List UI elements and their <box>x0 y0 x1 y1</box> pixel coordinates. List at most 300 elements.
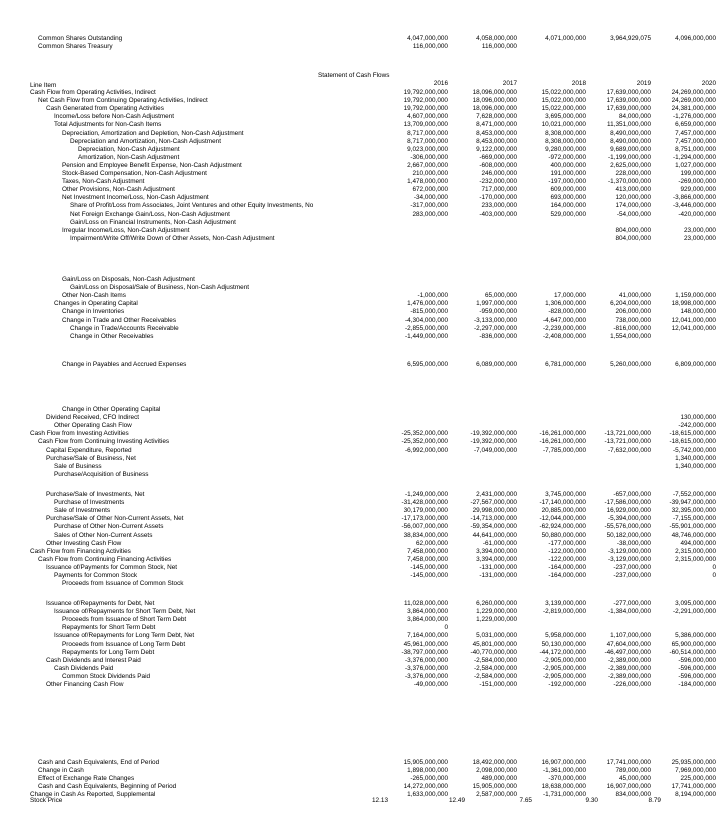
value-2017: 65,000,000 <box>485 292 517 300</box>
row-label: Income/Loss before Non-Cash Adjustment <box>54 113 175 121</box>
value-2019: -38,000,000 <box>616 539 651 547</box>
value-2019: -1,199,000,000 <box>608 153 651 161</box>
row-label: Depreciation, Non-Cash Adjustment <box>78 145 180 153</box>
row-label: Sale of Business <box>54 462 102 470</box>
value-2016: 1,633,000,000 <box>407 791 448 799</box>
value-2018: 8,308,000,000 <box>545 129 586 137</box>
value-2017: 18,096,000,000 <box>472 97 517 105</box>
value-2018: -164,000,000 <box>548 572 586 579</box>
value-2020: 8,751,000,000 <box>675 145 716 153</box>
value-2019: 738,000,000 <box>615 316 651 324</box>
value-2016: -1,249,000,000 <box>405 491 448 498</box>
value-2020: 12,041,000,000 <box>671 316 716 324</box>
value-2020: -596,000,000 <box>678 672 716 680</box>
value-2018: -828,000,000 <box>548 308 586 316</box>
value-2020: -184,000,000 <box>678 681 716 688</box>
value-2016: -56,007,000,000 <box>401 523 448 531</box>
value-2019: -2,389,000,000 <box>608 656 651 664</box>
value-2016: 210,000,000 <box>412 170 448 177</box>
value-2016: 13,709,000,000 <box>403 121 448 129</box>
value-2017: 116,000,000 <box>481 43 517 50</box>
row-label: Change in Trade and Other Receivables <box>62 316 177 324</box>
value-2016: -306,000,000 <box>410 153 448 161</box>
value-2016: 3,864,000,000 <box>407 608 448 616</box>
row-impairment-write-off-write-down-of-other-assets-non-cash-adjustment <box>0 234 716 244</box>
value-2017: 8,453,000,000 <box>476 137 517 145</box>
value-2020: -60,514,000,000 <box>669 648 716 656</box>
row-label: Proceeds from Issuance of Short Term Debt <box>62 616 187 624</box>
value-2017: -7,049,000,000 <box>474 446 517 454</box>
value-2019: -1,384,000,000 <box>608 608 651 616</box>
value-2018: -12,044,000,000 <box>539 515 586 523</box>
value-2016: 116,000,000 <box>412 43 448 50</box>
value-2017: -2,584,000,000 <box>474 672 517 680</box>
value-2017: 5,031,000,000 <box>476 632 517 640</box>
value-2017: 1,229,000,000 <box>476 608 517 616</box>
value-2018: 18,638,000,000 <box>541 783 586 791</box>
value-2016: -3,376,000,000 <box>405 672 448 680</box>
value-2018: 400,000,000 <box>550 161 586 169</box>
value-2020: 17,741,000,000 <box>671 783 716 791</box>
value-2020: 0 <box>712 563 716 571</box>
value-2017: 18,096,000,000 <box>472 89 517 96</box>
value-2016: -317,000,000 <box>410 202 448 210</box>
row-label: Capital Expenditure, Reported <box>46 446 132 454</box>
value-2017: -2,584,000,000 <box>474 664 517 672</box>
value-2016: -34,000,000 <box>413 194 448 202</box>
value-2016: -815,000,000 <box>410 308 448 316</box>
row-label: Changes in Operating Capital <box>54 300 138 308</box>
value-2018: -16,261,000,000 <box>539 438 586 446</box>
value-2020: -2,291,000,000 <box>673 608 716 616</box>
value-2019: 41,000,000 <box>619 292 651 300</box>
value-2018: 529,000,000 <box>550 210 586 218</box>
value-2017: -3,133,000,000 <box>474 316 517 324</box>
value-2019: 6,204,000,000 <box>610 300 651 308</box>
row-label: Common Shares Outstanding <box>38 35 123 42</box>
value-2016: 8,717,000,000 <box>407 129 448 137</box>
value-2016: 1,898,000,000 <box>407 767 448 775</box>
value-2018: 4,071,000,000 <box>545 35 586 42</box>
value-2020: -242,000,000 <box>678 422 716 430</box>
row-label: Common Shares Treasury <box>38 43 113 50</box>
value-2019: 834,000,000 <box>615 791 651 799</box>
value-2019: 17,639,000,000 <box>606 97 651 105</box>
value-2019: 2,625,000,000 <box>610 161 651 169</box>
value-2020: -596,000,000 <box>678 656 716 664</box>
value-2020: -7,155,000,000 <box>673 515 716 523</box>
row-label: Net Foreign Exchange Gain/Loss, Non-Cash Adjustment <box>70 210 230 218</box>
row-label: Other Non-Cash Items <box>62 292 126 300</box>
value-2016: -25,352,000,000 <box>401 430 448 438</box>
value-2018: -2,239,000,000 <box>543 324 586 332</box>
value-2019: 45,000,000 <box>619 775 651 783</box>
row-label: Depreciation and Amortization, Non-Cash Adjustment <box>70 137 221 145</box>
value-2020: 6,659,000,000 <box>675 121 716 129</box>
value-2018: 191,000,000 <box>550 170 586 177</box>
value-2019: -54,000,000 <box>616 210 651 218</box>
value-2017: -959,000,000 <box>479 308 517 316</box>
value-2018: -122,000,000 <box>548 555 586 563</box>
value-2016: -265,000,000 <box>410 775 448 783</box>
row-label: Proceeds from Issuance of Long Term Debt <box>62 640 186 648</box>
value-2018: 15,022,000,000 <box>541 89 586 96</box>
row-label: Change in Other Operating Capital <box>62 406 161 413</box>
row-label: Purchase/Sale of Business, Net <box>46 454 136 462</box>
row-label: Irregular Income/Loss, Non-Cash Adjustment <box>62 226 190 234</box>
value-2018: 10,021,000,000 <box>541 121 586 129</box>
value-2019: 16,929,000,000 <box>606 507 651 515</box>
value-2019: -13,721,000,000 <box>604 438 651 446</box>
row-label: Payments for Common Stock <box>54 572 138 579</box>
row-label: Change in Trade/Accounts Receivable <box>70 324 179 332</box>
value-2017: 717,000,000 <box>481 186 517 194</box>
value-2018: -2,905,000,000 <box>543 656 586 664</box>
value-2018: -122,000,000 <box>548 547 586 555</box>
value-2020: 148,000,000 <box>680 308 716 316</box>
value-2020: 7,969,000,000 <box>675 767 716 775</box>
value-2018: -370,000,000 <box>548 775 586 783</box>
value-2016: -2,855,000,000 <box>405 324 448 332</box>
value-2016: 15,905,000,000 <box>403 759 448 766</box>
row-label: Other Investing Cash Flow <box>46 539 122 547</box>
value-2019: 84,000,000 <box>619 113 651 121</box>
value-2016: 2,667,000,000 <box>407 161 448 169</box>
value-2016: -3,376,000,000 <box>405 656 448 664</box>
value-2018: -2,819,000,000 <box>543 608 586 616</box>
row-label: Gain/Loss on Disposal/Sale of Business, Non-Cash Adjustment <box>70 284 250 292</box>
value-2017: -403,000,000 <box>479 210 517 218</box>
value-2017: -669,000,000 <box>479 153 517 161</box>
row-label: Issuance of/Payments for Common Stock, Net <box>46 563 178 571</box>
value-2018: -16,261,000,000 <box>539 430 586 438</box>
value-2020: 1,159,000,000 <box>675 292 716 300</box>
row-change-in-other-receivables <box>0 334 702 342</box>
row-label: Change in Inventories <box>62 308 125 316</box>
value-2020: -596,000,000 <box>678 664 716 672</box>
value-2020: 12,041,000,000 <box>671 324 716 332</box>
value-2018: 5,958,000,000 <box>545 632 586 640</box>
value-2016: 3,864,000,000 <box>407 616 448 624</box>
row-label: Other Financing Cash Flow <box>46 681 124 688</box>
row-label: Amortization, Non-Cash Adjustment <box>78 153 180 161</box>
value-2016: 9,023,000,000 <box>407 145 448 153</box>
value-2019: -55,576,000,000 <box>604 523 651 531</box>
value-2016: -4,304,000,000 <box>405 316 448 324</box>
value-2018: 3,139,000,000 <box>545 600 586 607</box>
value-2020: -269,000,000 <box>678 178 716 186</box>
value-2018: 9,280,000,000 <box>545 145 586 153</box>
row-label: Sales of Other Non-Current Assets <box>54 531 153 539</box>
row-label: Issuance of/Repayments for Long Term Debt, Net <box>54 632 195 640</box>
value-2016: 62,000,000 <box>416 539 448 547</box>
value-2020: 0 <box>712 572 716 579</box>
value-2020: -39,947,000,000 <box>669 499 716 507</box>
row-label: Gain/Loss on Disposals, Non-Cash Adjustment <box>62 276 195 283</box>
row-label: Cash Flow from Financing Activities <box>30 547 131 555</box>
value-2016: -38,797,000,000 <box>401 648 448 656</box>
value-2020: 6,809,000,000 <box>675 361 716 368</box>
row-label: Cash Flow from Operating Activities, Indirect <box>30 89 156 96</box>
value-2019: 17,639,000,000 <box>606 89 651 96</box>
value-2016: 1,476,000,000 <box>407 300 448 308</box>
value-2018: 17,000,000 <box>554 292 586 300</box>
stock-price-label: Stock Price <box>30 797 63 804</box>
row-cash-and-cash-equivalents-end-of-period <box>0 759 716 768</box>
value-2018: -17,140,000,000 <box>539 499 586 507</box>
value-2016: -1,449,000,000 <box>405 332 448 340</box>
value-2020: 23,000,000 <box>684 234 716 242</box>
value-2019: 804,000,000 <box>615 234 651 242</box>
value-2017: 6,260,000,000 <box>476 600 517 607</box>
value-2018: 6,781,000,000 <box>545 361 586 368</box>
value-2017: 489,000,000 <box>481 775 517 783</box>
value-2016: -145,000,000 <box>410 563 448 571</box>
row-label: Issuance of/Repayments for Short Term Debt, Net <box>54 608 196 616</box>
value-2019: -237,000,000 <box>613 563 651 571</box>
value-2019: -816,000,000 <box>613 324 651 332</box>
value-2017: -170,000,000 <box>479 194 517 202</box>
value-2017: -27,567,000,000 <box>470 499 517 507</box>
value-2018: -2,408,000,000 <box>543 332 586 340</box>
value-2016: 45,961,000,000 <box>403 640 448 648</box>
value-2017: 18,492,000,000 <box>472 759 517 766</box>
value-2019: -13,721,000,000 <box>604 430 651 438</box>
row-label: Total Adjustments for Non-Cash Items <box>54 121 162 129</box>
row-label: Purchase/Sale of Investments, Net <box>46 491 145 498</box>
row-label: Cash Dividends Paid <box>54 664 114 672</box>
value-2018: 1,306,000,000 <box>545 300 586 308</box>
value-2020: 1,340,000,000 <box>675 454 716 462</box>
value-2016: 19,792,000,000 <box>403 97 448 105</box>
value-2019: 1,554,000,000 <box>610 332 651 340</box>
value-2020: -3,866,000,000 <box>673 194 716 202</box>
row-label: Change in Cash <box>38 767 84 775</box>
value-2017: 3,394,000,000 <box>476 555 517 563</box>
value-2017: -836,000,000 <box>479 332 517 340</box>
row-common-shares-treasury <box>0 44 702 52</box>
value-2018: 693,000,000 <box>550 194 586 202</box>
value-2020: -18,615,000,000 <box>669 438 716 446</box>
value-2017: -2,297,000,000 <box>474 324 517 332</box>
value-2016: 0 <box>444 624 448 632</box>
value-2018: -7,785,000,000 <box>543 446 586 454</box>
value-2020: 2,315,000,000 <box>675 555 716 563</box>
row-label: Purchase/Sale of Other Non-Current Assets, Net <box>46 515 184 523</box>
value-2016: 7,458,000,000 <box>407 555 448 563</box>
value-2018: -972,000,000 <box>548 153 586 161</box>
value-2016: -1,000,000 <box>417 292 448 300</box>
value-2016: 19,792,000,000 <box>403 89 448 96</box>
value-2017: -131,000,000 <box>479 572 517 579</box>
value-2019: -7,632,000,000 <box>608 446 651 454</box>
value-2020: 7,457,000,000 <box>675 137 716 145</box>
row-label: Taxes, Non-Cash Adjustment <box>62 178 145 186</box>
value-2020: 32,395,000,000 <box>671 507 716 515</box>
row-change-in-payables-and-accrued-expenses <box>0 361 716 370</box>
value-2020: 929,000,000 <box>680 186 716 194</box>
value-2019: -2,389,000,000 <box>608 672 651 680</box>
row-label: Repayments for Long Term Debt <box>62 648 155 656</box>
row-label: Depreciation, Amortization and Depletion, Non-Cash Adjustment <box>62 129 244 137</box>
value-2017: 15,905,000,000 <box>472 783 517 791</box>
row-purchase-sale-of-business-net <box>0 454 716 464</box>
value-2018: 15,022,000,000 <box>541 97 586 105</box>
value-2020: 5,386,000,000 <box>675 632 716 640</box>
value-2017: -2,584,000,000 <box>474 656 517 664</box>
value-2018: -1,731,000,000 <box>543 791 586 799</box>
value-2019: 17,741,000,000 <box>606 759 651 766</box>
value-2020: -5,742,000,000 <box>673 446 716 454</box>
value-2020: 48,746,000,000 <box>671 531 716 539</box>
value-2018: -177,000,000 <box>548 539 586 547</box>
value-2017: -131,000,000 <box>479 563 517 571</box>
row-label: Pension and Employee Benefit Expense, Non-Cash Adjustment <box>62 161 242 169</box>
row-label: Sale of Investments <box>54 507 111 515</box>
row-label: Dividend Received, CFO Indirect <box>46 414 140 422</box>
value-2019: 413,000,000 <box>615 186 651 194</box>
value-2016: 7,164,000,000 <box>407 632 448 640</box>
value-2020: 2,315,000,000 <box>675 547 716 555</box>
value-2020: 225,000,000 <box>680 775 716 783</box>
value-2019: 1,107,000,000 <box>610 632 651 640</box>
value-2017: -608,000,000 <box>479 161 517 169</box>
value-2018: -44,172,000,000 <box>539 648 586 656</box>
value-2020: 130,000,000 <box>680 414 716 422</box>
value-2018: -1,361,000,000 <box>543 767 586 775</box>
value-2020: 24,269,000,000 <box>671 97 716 105</box>
value-2020: -7,552,000,000 <box>673 491 716 498</box>
value-2020: 8,194,000,000 <box>675 791 716 799</box>
value-2018: 50,130,000,000 <box>541 640 586 648</box>
row-label: Repayments for Short Term Debt <box>62 624 156 632</box>
row-purchase-acquisition-of-business <box>0 472 702 480</box>
row-label: Stock-Based Compensation, Non-Cash Adjustment <box>62 170 207 177</box>
value-2020: 7,457,000,000 <box>675 129 716 137</box>
value-2016: 1,478,000,000 <box>407 178 448 186</box>
row-label: Other Operating Cash Flow <box>54 422 132 430</box>
year-2017: 2017 <box>502 80 517 87</box>
value-2018: 3,695,000,000 <box>545 113 586 121</box>
row-label: Issuance of/Repayments for Debt, Net <box>46 600 155 607</box>
value-2020: -1,276,000,000 <box>673 113 716 121</box>
value-2020: 199,000,000 <box>680 170 716 177</box>
value-2017: 2,587,000,000 <box>476 791 517 799</box>
value-2019: 47,604,000,000 <box>606 640 651 648</box>
value-2017: 4,058,000,000 <box>476 35 517 42</box>
value-2017: 29,998,000,000 <box>472 507 517 515</box>
value-2020: -3,446,000,000 <box>673 202 716 210</box>
value-2017: -19,392,000,000 <box>470 430 517 438</box>
value-2019: 789,000,000 <box>615 767 651 775</box>
value-2016: 6,595,000,000 <box>407 361 448 368</box>
value-2016: 8,717,000,000 <box>407 137 448 145</box>
value-2016: 283,000,000 <box>412 210 448 218</box>
value-2019: -5,394,000,000 <box>608 515 651 523</box>
row-proceeds-from-issuance-of-common-stock <box>0 581 702 589</box>
value-2016: 7,458,000,000 <box>407 547 448 555</box>
value-2017: 45,801,000,000 <box>472 640 517 648</box>
value-2017: 2,098,000,000 <box>476 767 517 775</box>
value-2017: 18,096,000,000 <box>472 105 517 113</box>
value-2017: -19,392,000,000 <box>470 438 517 446</box>
value-2016: 38,834,000,000 <box>403 531 448 539</box>
value-2018: -192,000,000 <box>548 681 586 688</box>
row-label: Impairment/Write Off/Write Down of Other Assets, Non-Cash Adjustment <box>70 234 275 242</box>
value-2020: -18,615,000,000 <box>669 430 716 438</box>
value-2018: 16,907,000,000 <box>541 759 586 766</box>
stock-price-2017: 12.49 <box>449 797 465 804</box>
row-label: Purchase/Acquisition of Business <box>54 470 149 478</box>
value-2019: -17,586,000,000 <box>604 499 651 507</box>
row-label: Cash and Cash Equivalents, Beginning of Period <box>38 783 177 791</box>
value-2016: -25,352,000,000 <box>401 438 448 446</box>
value-2016: 11,028,000,000 <box>404 600 448 607</box>
value-2019: 174,000,000 <box>615 202 651 210</box>
row-label: Common Stock Dividends Paid <box>62 672 151 680</box>
row-label: Gain/Loss on Financial Instruments, Non-Cash Adjustment <box>70 218 236 226</box>
value-2019: -3,129,000,000 <box>608 547 651 555</box>
value-2017: 246,000,000 <box>481 170 517 177</box>
value-2016: -6,992,000,000 <box>405 446 448 454</box>
value-2019: -3,129,000,000 <box>608 555 651 563</box>
value-2016: -3,376,000,000 <box>405 664 448 672</box>
row-label: Net Cash Flow from Continuing Operating Activities, Indirect <box>38 97 208 105</box>
value-2019: 11,351,000,000 <box>607 121 651 129</box>
year-2018: 2018 <box>571 80 586 87</box>
value-2016: -31,428,000,000 <box>401 499 448 507</box>
value-2016: 4,047,000,000 <box>407 35 448 42</box>
value-2018: 609,000,000 <box>550 186 586 194</box>
value-2018: 3,745,000,000 <box>545 491 586 498</box>
value-2019: -1,370,000,000 <box>608 178 651 186</box>
value-2020: 494,000,000 <box>680 539 716 547</box>
row-label: Cash Generated from Operating Activities <box>46 105 164 113</box>
value-2019: 804,000,000 <box>615 226 651 234</box>
value-2018: -2,905,000,000 <box>543 664 586 672</box>
value-2019: -237,000,000 <box>613 572 651 579</box>
row-label: Cash Flow from Continuing Financing Activities <box>38 555 172 563</box>
value-2019: 120,000,000 <box>615 194 651 202</box>
value-2019: 8,490,000,000 <box>610 129 651 137</box>
value-2016: -49,000,000 <box>413 681 448 688</box>
value-2019: 17,639,000,000 <box>606 105 651 113</box>
value-2017: 9,122,000,000 <box>476 145 517 153</box>
value-2019: -657,000,000 <box>613 491 651 498</box>
year-2020: 2020 <box>701 80 716 87</box>
stock-price-2016: 12.13 <box>372 797 388 804</box>
value-2019: -46,497,000,000 <box>604 648 651 656</box>
value-2016: 672,000,000 <box>412 186 448 194</box>
value-2019: 50,182,000,000 <box>606 531 651 539</box>
row-label: Cash Dividends and Interest Paid <box>46 656 141 664</box>
row-label: Change in Other Receivables <box>70 332 154 340</box>
value-2017: -14,713,000,000 <box>470 515 517 523</box>
value-2016: -145,000,000 <box>410 572 448 579</box>
value-2016: 14,272,000,000 <box>403 783 448 791</box>
year-2019: 2019 <box>636 80 651 87</box>
year-2016: 2016 <box>433 80 448 87</box>
value-2018: -62,924,000,000 <box>539 523 586 531</box>
value-2019: -226,000,000 <box>613 681 651 688</box>
row-label: Share of Profit/Loss from Associates, Joint Ventures and other Equity Investments, No <box>70 202 314 210</box>
value-2020: 1,027,000,000 <box>675 161 716 169</box>
value-2019: 3,964,929,075 <box>610 35 651 42</box>
value-2017: 1,997,000,000 <box>476 300 517 308</box>
value-2019: 9,689,000,000 <box>610 145 651 153</box>
value-2016: 30,179,000,000 <box>403 507 448 515</box>
row-label: Proceeds from Issuance of Common Stock <box>62 580 184 588</box>
